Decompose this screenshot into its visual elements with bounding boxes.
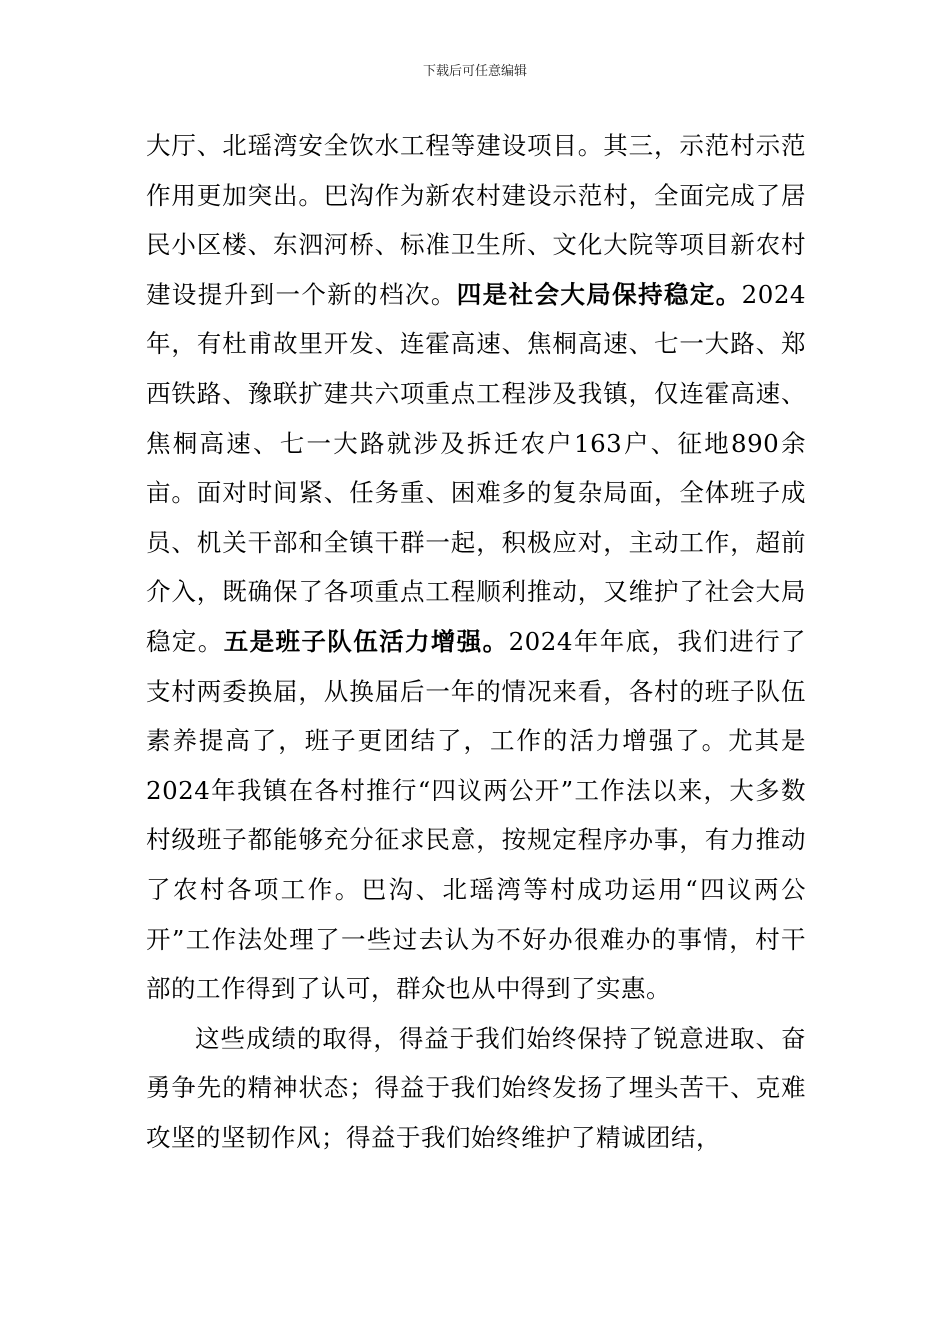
page-header: 下载后可任意编辑 xyxy=(422,64,527,79)
paragraph-text: 大厅、北瑶湾安全饮水工程等建设项目。其三，示范村示范作用更加突出。巴沟作为新农村建设示范村，全面完成了居民小区楼、东泗河桥、标准卫生所、文化大院等项目新农村建设提升到一个新的档次。 xyxy=(146,131,806,309)
paragraph-text: 2024年，有杜甫故里开发、连霍高速、焦桐高速、七一大路、郑西铁路、豫联扩建共六项重点工程涉及我镇，仅连霍高速、焦桐高速、七一大路就涉及拆迁农户163户、征地890余亩。面对时间紧、任务重、困难多的复杂局面，全体班子成员、机关干部和全镇干群一起，积极应对，主动工作，超前介入，既确保了各项重点工程顺利推动，又维护了社会大局稳定。 xyxy=(146,279,807,656)
paragraph-text: 2024年年底，我们进行了支村两委换届，从换届后一年的情况来看，各村的班子队伍素养提高了，班子更团结了，工作的活力增强了。尤其是2024年我镇在各村推行“四议两公开”工作法以来，大多数村级班子都能够充分征求民意，按规定程序办事，有力推动了农村各项工作。巴沟、北瑶湾等村成功运用“四议两公开”工作法处理了一些过去认为不好办很难办的事情，村干部的工作得到了认可，群众也从中得到了实惠。 xyxy=(146,626,807,1004)
heading-inline-team-vitality: 五是班子队伍活力增强。 xyxy=(223,626,509,656)
paragraph-achievements xyxy=(146,121,806,1014)
paragraph-reasons xyxy=(146,1014,806,1163)
heading-inline-social-stability: 四是社会大局保持稳定。 xyxy=(456,279,742,309)
document-body xyxy=(146,121,806,1162)
paragraph-text: 这些成绩的取得，得益于我们始终保持了锐意进取、奋勇争先的精神状态；得益于我们始终发扬了埋头苦干、克难攻坚的坚韧作风；得益于我们始终维护了精诚团结， xyxy=(146,1023,806,1152)
